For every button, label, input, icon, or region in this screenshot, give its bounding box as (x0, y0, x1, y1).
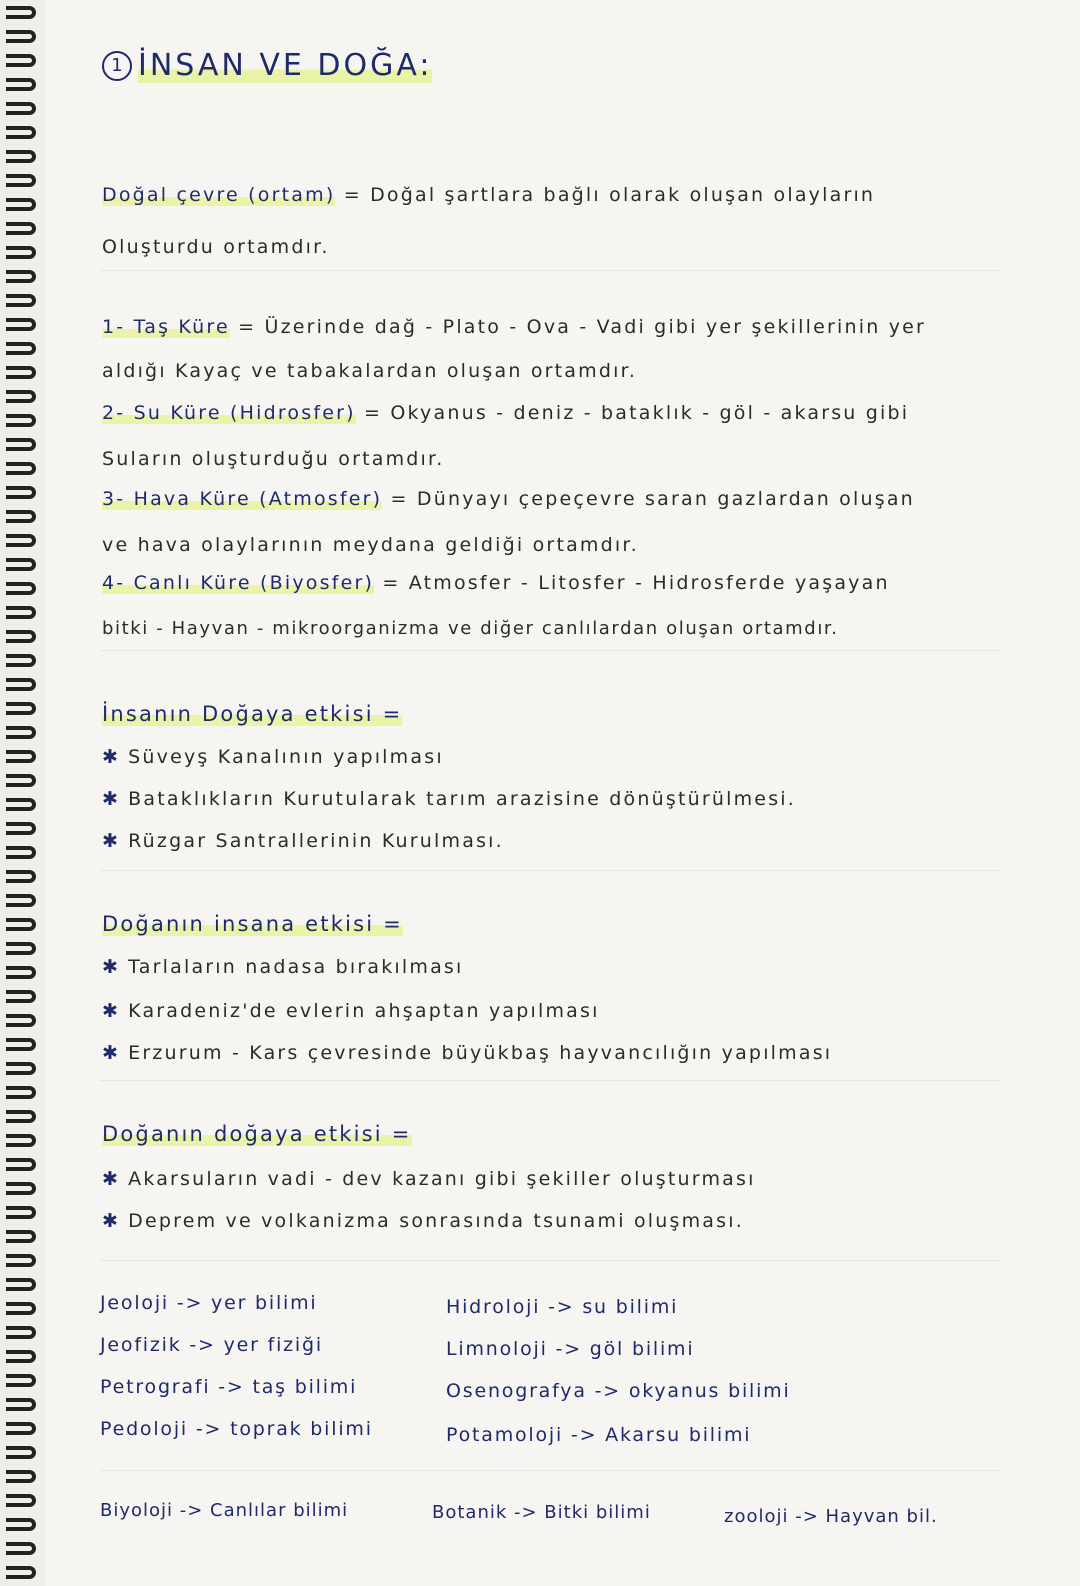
section-2-item-2: ✱ Karadeniz'de evlerin ahşaptan yapılması (102, 1000, 600, 1022)
spiral-coil (6, 582, 36, 595)
sphere-4-line-2: bitki - Hayvan - mikroorganizma ve diğer canlılardan oluşan ortamdır. (102, 618, 839, 639)
spiral-coil (6, 1374, 36, 1387)
spiral-coil (6, 1422, 36, 1435)
spiral-coil (6, 414, 36, 427)
section-2-item-3: ✱ Erzurum - Kars çevresinde büyükbaş hayvancılığın yapılması (102, 1042, 833, 1064)
glossary-right-4: Potamoloji -> Akarsu bilimi (446, 1424, 752, 1446)
spiral-coil (6, 54, 36, 67)
section-2-heading: Doğanın insana etkisi = (102, 912, 403, 936)
spiral-coil (6, 1134, 36, 1147)
sphere-4-line-1 (102, 572, 890, 594)
glossary-bottom-3: zooloji -> Hayvan bil. (724, 1506, 938, 1527)
sphere-4-term: 4- Canlı Küre (Biyosfer) (102, 572, 375, 594)
spiral-coil (6, 78, 36, 91)
spiral-coil (6, 1086, 36, 1099)
title-text: İNSAN VE DOĞA: (138, 48, 433, 83)
spiral-coil (6, 702, 36, 715)
ruled-line (100, 650, 1000, 651)
glossary-right-3: Osenografya -> okyanus bilimi (446, 1380, 791, 1402)
section-3-item-1: ✱ Akarsuların vadi - dev kazanı gibi şekiller oluşturması (102, 1168, 756, 1190)
intro-term: Doğal çevre (ortam) (102, 184, 336, 206)
spiral-coil (6, 1446, 36, 1459)
spiral-coil (6, 1230, 36, 1243)
glossary-right-1: Hidroloji -> su bilimi (446, 1296, 679, 1318)
sphere-3-line-1 (102, 488, 915, 510)
spiral-coil (6, 822, 36, 835)
spiral-coil (6, 534, 36, 547)
spiral-coil (6, 510, 36, 523)
section-1-item-1: ✱ Süveyş Kanalının yapılması (102, 746, 444, 768)
spiral-coil (6, 1038, 36, 1051)
ruled-line (100, 1470, 1000, 1471)
spiral-coil (6, 1182, 36, 1195)
spiral-coil (6, 654, 36, 667)
glossary-left-3: Petrografi -> taş bilimi (100, 1376, 358, 1398)
glossary-left-2: Jeofizik -> yer fiziği (100, 1334, 323, 1356)
ruled-line (100, 1260, 1000, 1261)
spiral-coil (6, 894, 36, 907)
sphere-1-line-2: aldığı Kayaç ve tabakalardan oluşan ortamdır. (102, 360, 638, 382)
glossary-bottom-2: Botanik -> Bitki bilimi (432, 1502, 651, 1523)
spiral-coil (6, 270, 36, 283)
sphere-1-line-1 (102, 316, 926, 338)
section-1-item-2: ✱ Bataklıkların Kurutularak tarım arazisine dönüştürülmesi. (102, 788, 797, 810)
ruled-line (100, 870, 1000, 871)
spiral-coil (6, 1326, 36, 1339)
sphere-2-line-1 (102, 402, 909, 424)
spiral-coil (6, 774, 36, 787)
sphere-3-term: 3- Hava Küre (Atmosfer) (102, 488, 383, 510)
intro-definition: = Doğal şartlara bağlı olarak oluşan olayların (343, 184, 876, 206)
spiral-coil (6, 798, 36, 811)
spiral-coil (6, 366, 36, 379)
spiral-coil (6, 1014, 36, 1027)
spiral-coil (6, 342, 36, 355)
section-1-heading: İnsanın Doğaya etkisi = (102, 702, 403, 726)
spiral-coil (6, 1206, 36, 1219)
spiral-coil (6, 1470, 36, 1483)
spiral-coil (6, 990, 36, 1003)
spiral-coil (6, 438, 36, 451)
spiral-coil (6, 1110, 36, 1123)
sphere-2-term: 2- Su Küre (Hidrosfer) (102, 402, 356, 424)
spiral-coil (6, 558, 36, 571)
sphere-1-definition: = Üzerinde dağ - Plato - Ova - Vadi gibi yer şekillerinin yer (238, 316, 927, 338)
sphere-4-definition: = Atmosfer - Litosfer - Hidrosferde yaşayan (382, 572, 890, 594)
spiral-coil (6, 198, 36, 211)
spiral-coil (6, 150, 36, 163)
spiral-coil (6, 6, 36, 19)
spiral-coil (6, 1398, 36, 1411)
spiral-coil (6, 1278, 36, 1291)
spiral-coil (6, 1062, 36, 1075)
spiral-coil (6, 246, 36, 259)
spiral-coil (6, 102, 36, 115)
section-1-item-3: ✱ Rüzgar Santrallerinin Kurulması. (102, 830, 504, 852)
title-number: 1 (102, 51, 132, 81)
spiral-coil (6, 1254, 36, 1267)
sphere-1-term: 1- Taş Küre (102, 316, 230, 338)
spiral-coil (6, 942, 36, 955)
spiral-coil (6, 390, 36, 403)
spiral-coil (6, 1542, 36, 1555)
spiral-coil (6, 606, 36, 619)
intro-line-2: Oluşturdu ortamdır. (102, 236, 330, 258)
section-3-heading: Doğanın doğaya etkisi = (102, 1122, 412, 1146)
glossary-left-1: Jeoloji -> yer bilimi (100, 1292, 318, 1314)
spiral-coil (6, 846, 36, 859)
spiral-coil (6, 1566, 36, 1579)
spiral-coil (6, 678, 36, 691)
spiral-coil (6, 318, 36, 331)
sphere-2-definition: = Okyanus - deniz - bataklık - göl - akarsu gibi (364, 402, 910, 424)
spiral-coil (6, 462, 36, 475)
spiral-coil (6, 630, 36, 643)
spiral-coil (6, 486, 36, 499)
spiral-coil (6, 966, 36, 979)
sphere-3-line-2: ve hava olaylarının meydana geldiği ortamdır. (102, 534, 639, 556)
spiral-coil (6, 750, 36, 763)
spiral-coil (6, 294, 36, 307)
ruled-line (100, 270, 1000, 271)
section-2-item-1: ✱ Tarlaların nadasa bırakılması (102, 956, 464, 978)
spiral-coil (6, 1158, 36, 1171)
ruled-line (100, 1080, 1000, 1081)
spiral-coil (6, 1518, 36, 1531)
spiral-binding (0, 0, 46, 1586)
spiral-coil (6, 126, 36, 139)
spiral-coil (6, 918, 36, 931)
spiral-coil (6, 1494, 36, 1507)
spiral-coil (6, 1350, 36, 1363)
spiral-coil (6, 870, 36, 883)
section-3-item-2: ✱ Deprem ve volkanizma sonrasında tsunami oluşması. (102, 1210, 744, 1232)
intro-line-1 (102, 184, 875, 206)
spiral-coil (6, 174, 36, 187)
sphere-3-definition: = Dünyayı çepeçevre saran gazlardan oluşan (390, 488, 915, 510)
page-title (102, 48, 432, 83)
glossary-right-2: Limnoloji -> göl bilimi (446, 1338, 695, 1360)
sphere-2-line-2: Suların oluşturduğu ortamdır. (102, 448, 445, 470)
glossary-bottom-1: Biyoloji -> Canlılar bilimi (100, 1500, 349, 1521)
spiral-coil (6, 1302, 36, 1315)
glossary-left-4: Pedoloji -> toprak bilimi (100, 1418, 373, 1440)
spiral-coil (6, 30, 36, 43)
spiral-coil (6, 726, 36, 739)
spiral-coil (6, 222, 36, 235)
